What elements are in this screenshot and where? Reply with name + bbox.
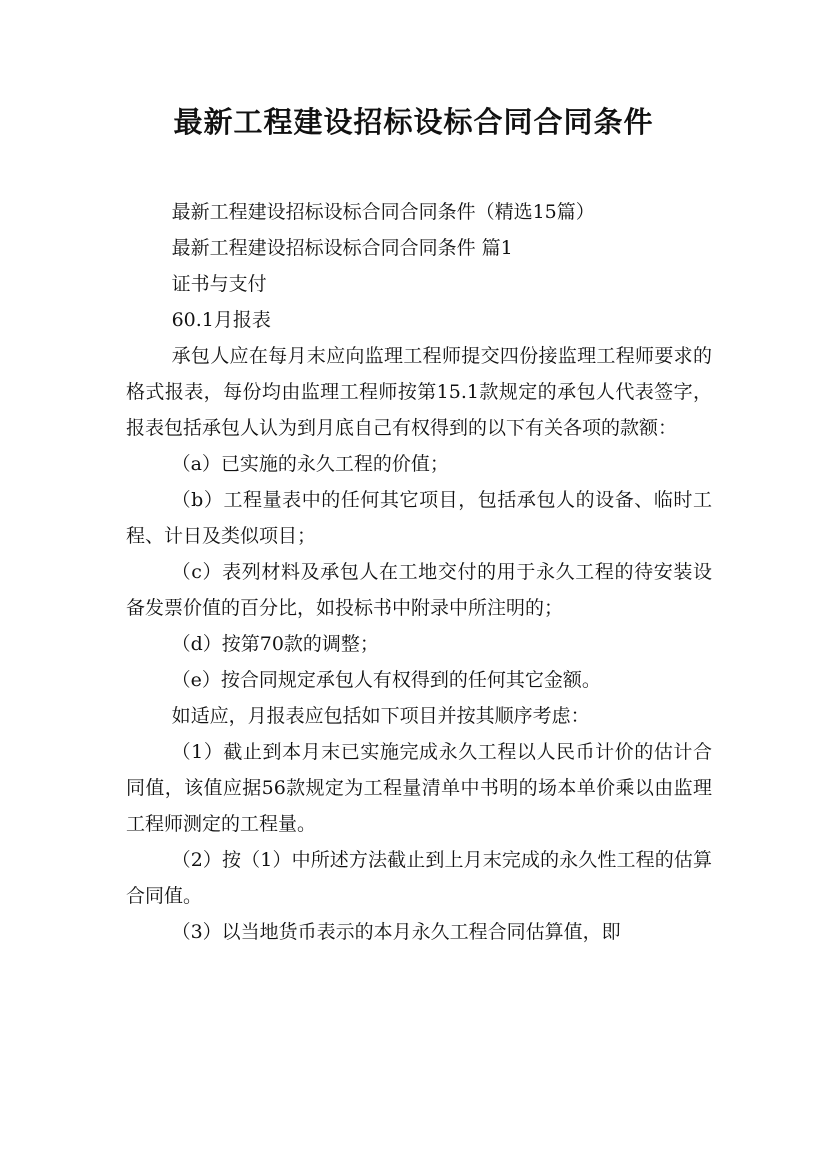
paragraph: 承包人应在每月末应向监理工程师提交四份接监理工程师要求的格式报表，每份均由监理工程师按第15.1款规定的承包人代表签字，报表包括承包人认为到月底自己有权得到的以下有关各项的款额： bbox=[126, 345, 712, 439]
document-title: 最新工程建设招标设标合同合同条件 bbox=[173, 105, 654, 139]
paragraph: （b）工程量表中的任何其它项目，包括承包人的设备、临时工程、计日及类似项目； bbox=[126, 489, 712, 547]
paragraph: （e）按合同规定承包人有权得到的任何其它金额。 bbox=[171, 669, 601, 691]
paragraph: （2）按（1）中所述方法截止到上月末完成的永久性工程的估算合同值。 bbox=[126, 849, 712, 907]
paragraph: 60.1月报表 bbox=[171, 309, 271, 331]
paragraph: （c）表列材料及承包人在工地交付的用于永久工程的待安装设备发票价值的百分比，如投标书中附录中所注明的； bbox=[126, 561, 712, 619]
paragraph: （a）已实施的永久工程的价值； bbox=[171, 453, 449, 475]
document-body bbox=[126, 194, 712, 950]
paragraph: 最新工程建设招标设标合同合同条件（精选15篇） bbox=[171, 201, 595, 223]
paragraph: 如适应，月报表应包括如下项目并按其顺序考虑： bbox=[171, 705, 590, 727]
paragraph: 证书与支付 bbox=[171, 273, 267, 295]
paragraph: （d）按第70款的调整； bbox=[171, 633, 379, 655]
paragraph: （1）截止到本月末已实施完成永久工程以人民币计价的估计合同值，该值应据56款规定为工程量清单中书明的场本单价乘以由监理工程师测定的工程量。 bbox=[126, 741, 712, 835]
paragraph: 最新工程建设招标设标合同合同条件 篇1 bbox=[171, 237, 513, 259]
paragraph: （3）以当地货币表示的本月永久工程合同估算值，即 bbox=[171, 921, 621, 943]
